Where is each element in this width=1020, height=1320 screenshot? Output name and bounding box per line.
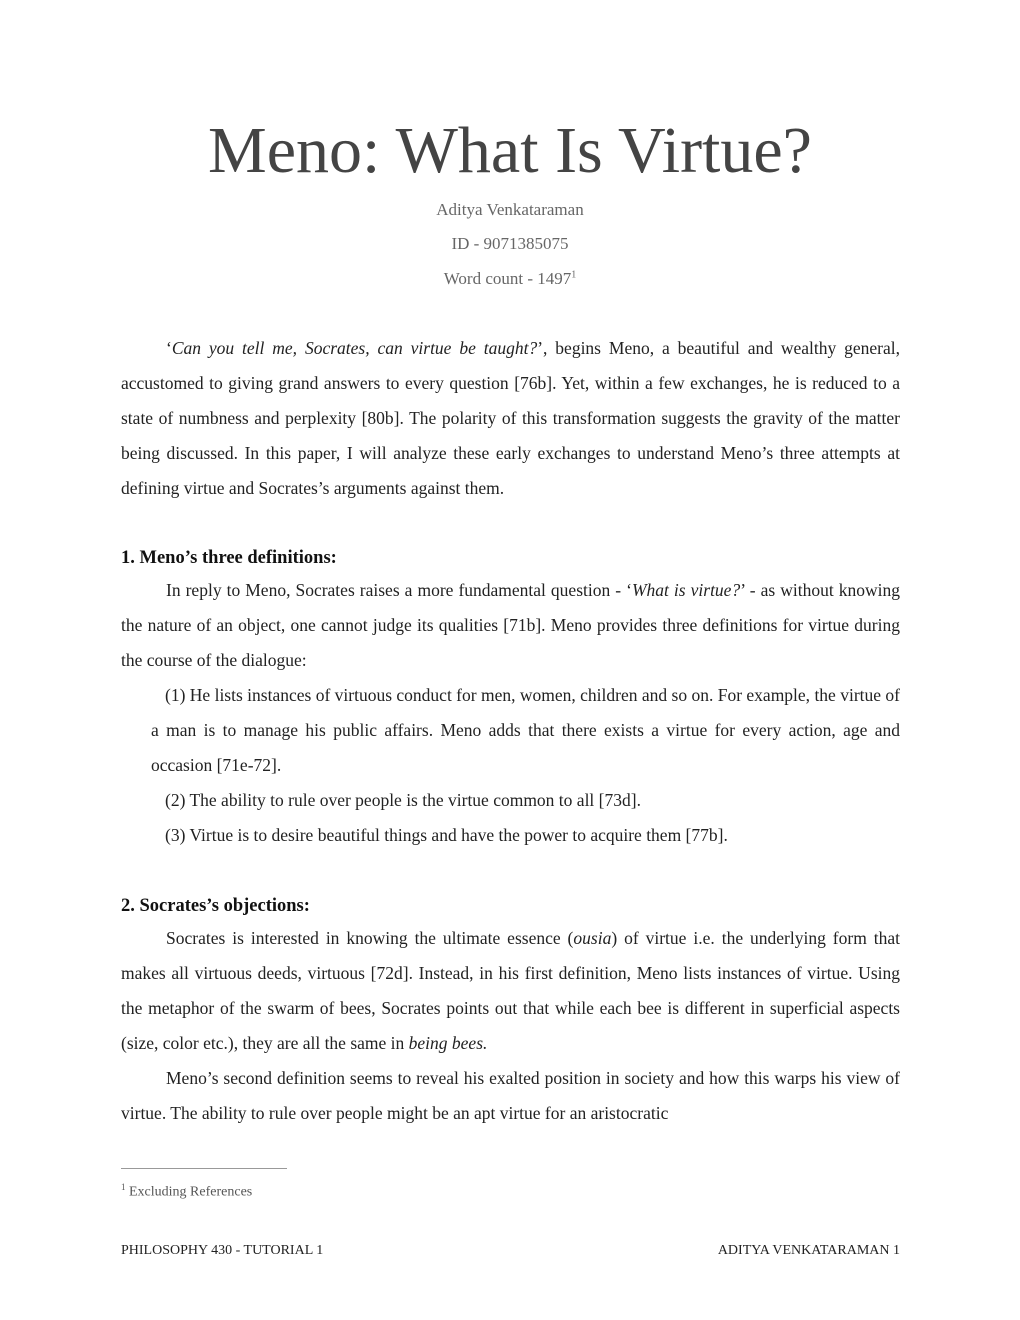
section-1-heading: 1. Meno’s three definitions: xyxy=(121,548,337,568)
being-bees-emphasis: being bees. xyxy=(408,1033,488,1053)
intro-paragraph xyxy=(121,331,900,506)
word-count xyxy=(0,269,1020,289)
intro-text: , begins Meno, a beautiful and wealthy general, accustomed to giving grand answers to every question [76b]. Yet, within a few exchanges, he is reduced to a state of numbness and perplexity [80b]. The polarity of this transformation suggests the gravity of the matter being discussed. In this paper, I will analyze these early exchanges to understand Meno’s three attempts at defining virtue and Socrates’s arguments against them. xyxy=(121,338,901,498)
definition-item-3: (3) Virtue is to desire beautiful things and have the power to acquire them [77b]. xyxy=(165,825,728,845)
section-2-heading: 2. Socrates’s objections: xyxy=(121,896,310,916)
footnote-text: Excluding References xyxy=(129,1184,253,1200)
footnote xyxy=(121,1182,252,1201)
section-1-text-before: In reply to Meno, Socrates raises a more fundamental question - ‘ xyxy=(166,580,632,600)
footnote-divider xyxy=(121,1168,287,1169)
intro-close-quote: ’ xyxy=(537,338,544,358)
definition-item-2: (2) The ability to rule over people is the virtue common to all [73d]. xyxy=(165,790,641,810)
intro-quote: Can you tell me, Socrates, can virtue be taught? xyxy=(171,338,538,358)
section-2-text-2: ) of virtue i.e. the underlying form that makes all virtuous deeds, virtuous [72d]. Instead, in his first definition, Meno lists instances of virtue. Using the metaphor of the swarm of bees, Socrates points out that while each bee is different in superficial aspects (size, color etc.), they are all the same in xyxy=(121,928,900,1053)
footer-course: PHILOSOPHY 430 - TUTORIAL 1 xyxy=(121,1243,324,1258)
author-name: Aditya Venkataraman xyxy=(436,200,584,219)
ousia-term: ousia xyxy=(573,928,612,948)
section-2-paragraph-1 xyxy=(121,921,900,1061)
footnote-ref: 1 xyxy=(571,269,577,281)
section-2-paragraph-2: Meno’s second definition seems to reveal his exalted position in society and how this warps his view of virtue. The ability to rule over people might be an apt virtue for an aristocratic xyxy=(121,1068,900,1123)
section-1-text-after: ’ - as without knowing the nature of an object, one cannot judge its qualities [71b]. Meno provides three definitions for virtue during the course of the dialogue: xyxy=(121,580,900,670)
footer-author-page: ADITYA VENKATARAMAN 1 xyxy=(717,1243,900,1258)
section-1-paragraph xyxy=(121,573,900,678)
footnote-number: 1 xyxy=(121,1182,126,1192)
intro-open-quote: ‘ xyxy=(166,338,172,358)
word-count-text: Word count - 1497 xyxy=(443,269,572,288)
section-2-text-1: Socrates is interested in knowing the ultimate essence ( xyxy=(166,928,574,948)
section-1-quote: What is virtue? xyxy=(631,580,741,600)
definition-item-1: (1) He lists instances of virtuous conduct for men, women, children and so on. For example, the virtue of a man is to manage his public affairs. Meno adds that there exists a virtue for every action, age and occasion [71e-72]. xyxy=(151,685,900,775)
page-title: Meno: What Is Virtue? xyxy=(208,114,812,187)
student-id: ID - 9071385075 xyxy=(451,234,569,253)
